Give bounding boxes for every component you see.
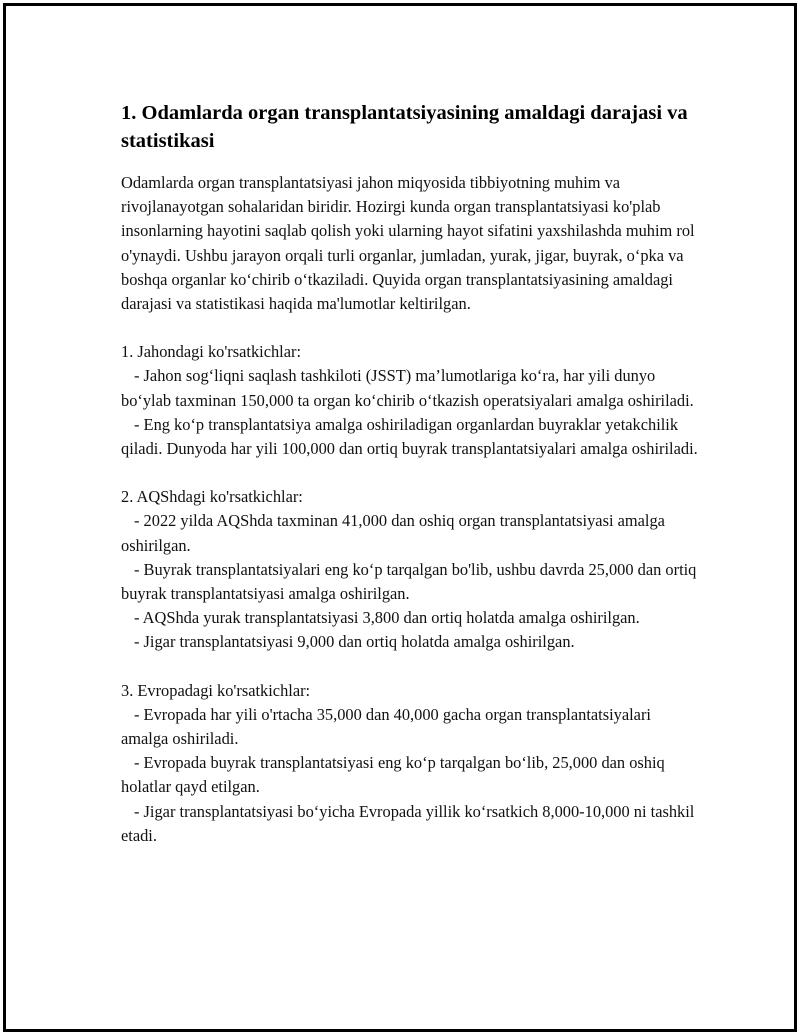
section-heading: 1. Jahondagi ko'rsatkichlar: — [121, 342, 302, 362]
list-item: - 2022 yilda AQShda taxminan 41,000 dan oshiq organ transplantatsiyasi amalga oshirilgan. — [121, 511, 665, 555]
section-europe — [121, 679, 701, 848]
document-title: 1. Odamlarda organ transplantatsiyasining amaldagi darajasi va statistikasi — [121, 102, 688, 152]
section-usa — [121, 485, 701, 654]
list-item: - Eng ko‘p transplantatsiya amalga oshiriladigan organlardan buyraklar yetakchilik qiladi. Dunyoda har yili 100,000 dan ortiq buyrak transplantatsiyalari amalga oshiriladi. — [121, 414, 698, 459]
list-item: - Buyrak transplantatsiyalari eng ko‘p tarqalgan bo'lib, ushbu davrda 25,000 dan ortiq buyrak transplantatsiyasi amalga oshirilgan. — [121, 559, 697, 604]
page-frame — [3, 3, 797, 1032]
list-item: - AQShda yurak transplantatsiyasi 3,800 dan ortiq holatda amalga oshirilgan. — [134, 608, 640, 628]
section-world — [121, 340, 701, 461]
list-item: - Evropada har yili o'rtacha 35,000 dan 40,000 gacha organ transplantatsiyalari amalga oshiriladi. — [121, 704, 651, 749]
list-item: - Jigar transplantatsiyasi bo‘yicha Evropada yillik ko‘rsatkich 8,000-10,000 ni tashkil etadi. — [121, 801, 695, 845]
list-item: - Jahon sog‘liqni saqlash tashkiloti (JSST) ma’lumotlariga ko‘ra, har yili dunyo bo‘ylab taxminan 150,000 ta organ ko‘chirib o‘tkazish operatsiyalari amalga oshiriladi. — [121, 366, 694, 410]
section-heading: 3. Evropadagi ko'rsatkichlar: — [121, 680, 311, 700]
section-heading: 2. AQShdagi ko'rsatkichlar: — [121, 487, 303, 507]
list-item: - Evropada buyrak transplantatsiyasi eng ko‘p tarqalgan bo‘lib, 25,000 dan oshiq holatlar qayd etilgan. — [121, 753, 665, 797]
intro-paragraph: Odamlarda organ transplantatsiyasi jahon miqyosida tibbiyotning muhim va rivojlanayotgan sohalaridan biridir. Hozirgi kunda organ transplantatsiyasi ko'plab insonlarning hayotini saqlab qolish yoki ularning hayot sifatini yaxshilashda muhim rol o'ynaydi. Ushbu jarayon orqali turli organlar, jumladan, yurak, jigar, buyrak, o‘pka va boshqa organlar ko‘chirib o‘tkaziladi. Quyida organ transplantatsiyasining amaldagi darajasi va statistikasi haqida ma'lumotlar keltirilgan. — [121, 173, 695, 314]
list-item: - Jigar transplantatsiyasi 9,000 dan ortiq holatda amalga oshirilgan. — [134, 632, 575, 652]
document-body — [121, 99, 701, 848]
